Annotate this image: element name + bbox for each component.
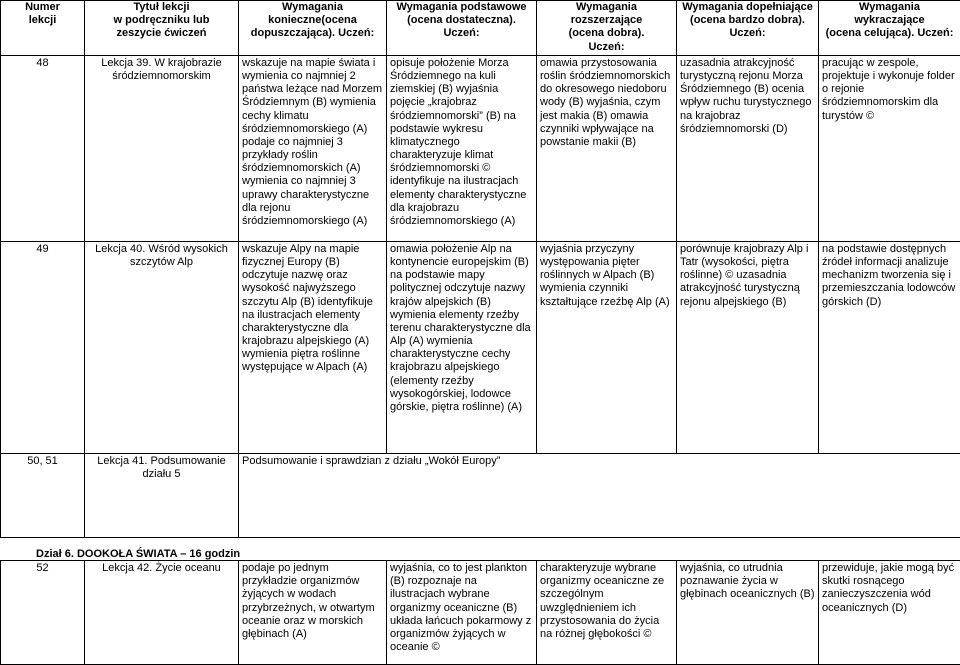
header-col-extended xyxy=(537,1,677,56)
lesson-title: Lekcja 42. Życie oceanu xyxy=(85,561,239,665)
header-col-basic xyxy=(387,1,537,56)
lesson-title: Lekcja 41. Podsumowanie działu 5 xyxy=(85,453,239,537)
header-text: lekcji xyxy=(4,14,81,27)
requirement-cell: omawia położenie Alp na kontynencie europejskim (B) na podstawie mapy politycznej odczytuje nazwy krajów alpejskich (B) wymienia elementy rzeźby terenu charakterystyczne dla Alp (A) wymienia charakterystyczne cechy krajobrazu alpejskiego (elementy rzeźby wysokogórskiej, lodowce górskie, piętra roślinne) (A) xyxy=(387,241,537,453)
section-title: Dział 6. DOOKOŁA ŚWIATA – 16 godzin xyxy=(36,548,240,561)
header-col-complementary xyxy=(677,1,819,56)
requirement-cell: na podstawie dostępnych źródeł informacji analizuje mechanizm tworzenia się i przemieszczania lodowców górskich (D) xyxy=(819,241,960,453)
requirement-cell: uzasadnia atrakcyjność turystyczną rejonu Morza Śródziemnego (B) ocenia wpływ ruchu turystycznego na krajobraz śródziemnomorski (D) xyxy=(677,55,819,241)
lesson-title: Lekcja 40. Wśród wysokich szczytów Alp xyxy=(85,241,239,453)
lesson-number: 48 xyxy=(1,55,85,241)
header-row xyxy=(1,1,960,56)
header-col-required xyxy=(239,1,387,56)
requirement-cell: przewiduje, jakie mogą być skutki rosnącego zanieczyszczenia wód oceanicznych (D) xyxy=(819,561,960,665)
requirement-cell: charakteryzuje wybrane organizmy oceaniczne ze szczególnym uwzględnieniem ich przystosowania do życia na różnej głębokości © xyxy=(537,561,677,665)
requirement-cell: pracując w zespole, projektuje i wykonuje folder o rejonie śródziemnomorskim dla turystów © xyxy=(819,55,960,241)
requirement-cell: porównuje krajobrazy Alp i Tatr (wysokości, piętra roślinne) © uzasadnia atrakcyjność turystyczną rejonu alpejskiego (B) xyxy=(677,241,819,453)
summary-cell: Podsumowanie i sprawdzian z działu „Wokół Europy” xyxy=(239,453,960,537)
table-row xyxy=(1,561,960,665)
header-text: Tytuł lekcji xyxy=(88,1,235,14)
requirement-cell: omawia przystosowania roślin śródziemnomorskich do okresowego niedoboru wody (B) wyjaśnia, czym jest makia (B) omawia czynniki wpływające na powstanie makii (B) xyxy=(537,55,677,241)
header-text: Numer xyxy=(4,1,81,14)
header-text: Uczeń: xyxy=(680,27,815,40)
lesson-number: 50, 51 xyxy=(1,453,85,537)
header-text: konieczne(ocena xyxy=(242,14,383,27)
requirement-cell: opisuje położenie Morza Śródziemnego na kuli ziemskiej (B) wyjaśnia pojęcie „krajobraz śródziemnomorski” (B) na podstawie wykresu klimatycznego charakteryzuje klimat śródziemnomorski © identyfikuje na ilustracjach elementy charakterystyczne dla krajobrazu śródziemnomorskiego (A) xyxy=(387,55,537,241)
header-text: wykraczające xyxy=(822,14,957,27)
header-text: (ocena dostateczna). xyxy=(390,14,533,27)
table-row xyxy=(1,241,960,453)
header-text: Uczeń: xyxy=(390,27,533,40)
header-text: (ocena celująca). Uczeń: xyxy=(822,27,957,40)
lesson-number: 52 xyxy=(1,561,85,665)
header-text: (ocena bardzo dobra). xyxy=(680,14,815,27)
table-row xyxy=(1,55,960,241)
header-text: Uczeń: xyxy=(540,41,673,54)
lesson-title: Lekcja 39. W krajobrazie śródziemnomorskim xyxy=(85,55,239,241)
header-text: dopuszczająca). Uczeń: xyxy=(242,27,383,40)
header-text: Wymagania xyxy=(242,1,383,14)
header-text: Wymagania xyxy=(540,1,673,14)
header-text: rozszerzające xyxy=(540,14,673,27)
header-text: Wymagania xyxy=(822,1,957,14)
header-text: zeszycie ćwiczeń xyxy=(88,27,235,40)
header-text: Wymagania dopełniające xyxy=(680,1,815,14)
lesson-number: 49 xyxy=(1,241,85,453)
requirement-cell: wyjaśnia, co utrudnia poznawanie życia w głębinach oceanicznych (B) xyxy=(677,561,819,665)
table-row xyxy=(1,453,960,537)
header-col-beyond xyxy=(819,1,960,56)
header-col-number xyxy=(1,1,85,56)
requirement-cell: wyjaśnia, co to jest plankton (B) rozpoznaje na ilustracjach wybrane organizmy oceaniczne (B) układa łańcuch pokarmowy z organizmów żyjących w oceanie © xyxy=(387,561,537,665)
header-text: Wymagania podstawowe xyxy=(390,1,533,14)
header-col-title xyxy=(85,1,239,56)
header-text: (ocena dobra). xyxy=(540,27,673,40)
requirement-cell: wyjaśnia przyczyny występowania pięter roślinnych w Alpach (B) wymienia czynniki kształtujące rzeźbę Alp (A) xyxy=(537,241,677,453)
requirement-cell: wskazuje Alpy na mapie fizycznej Europy (B) odczytuje nazwę oraz wysokość najwyższego szczytu Alp (B) identyfikuje na ilustracjach elementy charakterystyczne dla krajobrazu alpejskiego (A) wymienia piętra roślinne występujące w Alpach (A) xyxy=(239,241,387,453)
requirements-table-2 xyxy=(0,560,960,665)
requirement-cell: wskazuje na mapie świata i wymienia co najmniej 2 państwa leżące nad Morzem Śródziemnym (B) wymienia cechy klimatu śródziemnomorskiego (A) podaje co najmniej 3 przykłady roślin śródziemnomorskich (A) wymienia co najmniej 3 uprawy charakterystyczne dla rejonu śródziemnomorskiego (A) xyxy=(239,55,387,241)
requirement-cell: podaje po jednym przykładzie organizmów żyjących w wodach przybrzeżnych, w otwartym oceanie oraz w morskich głębinach (A) xyxy=(239,561,387,665)
header-text: w podręczniku lub xyxy=(88,14,235,27)
